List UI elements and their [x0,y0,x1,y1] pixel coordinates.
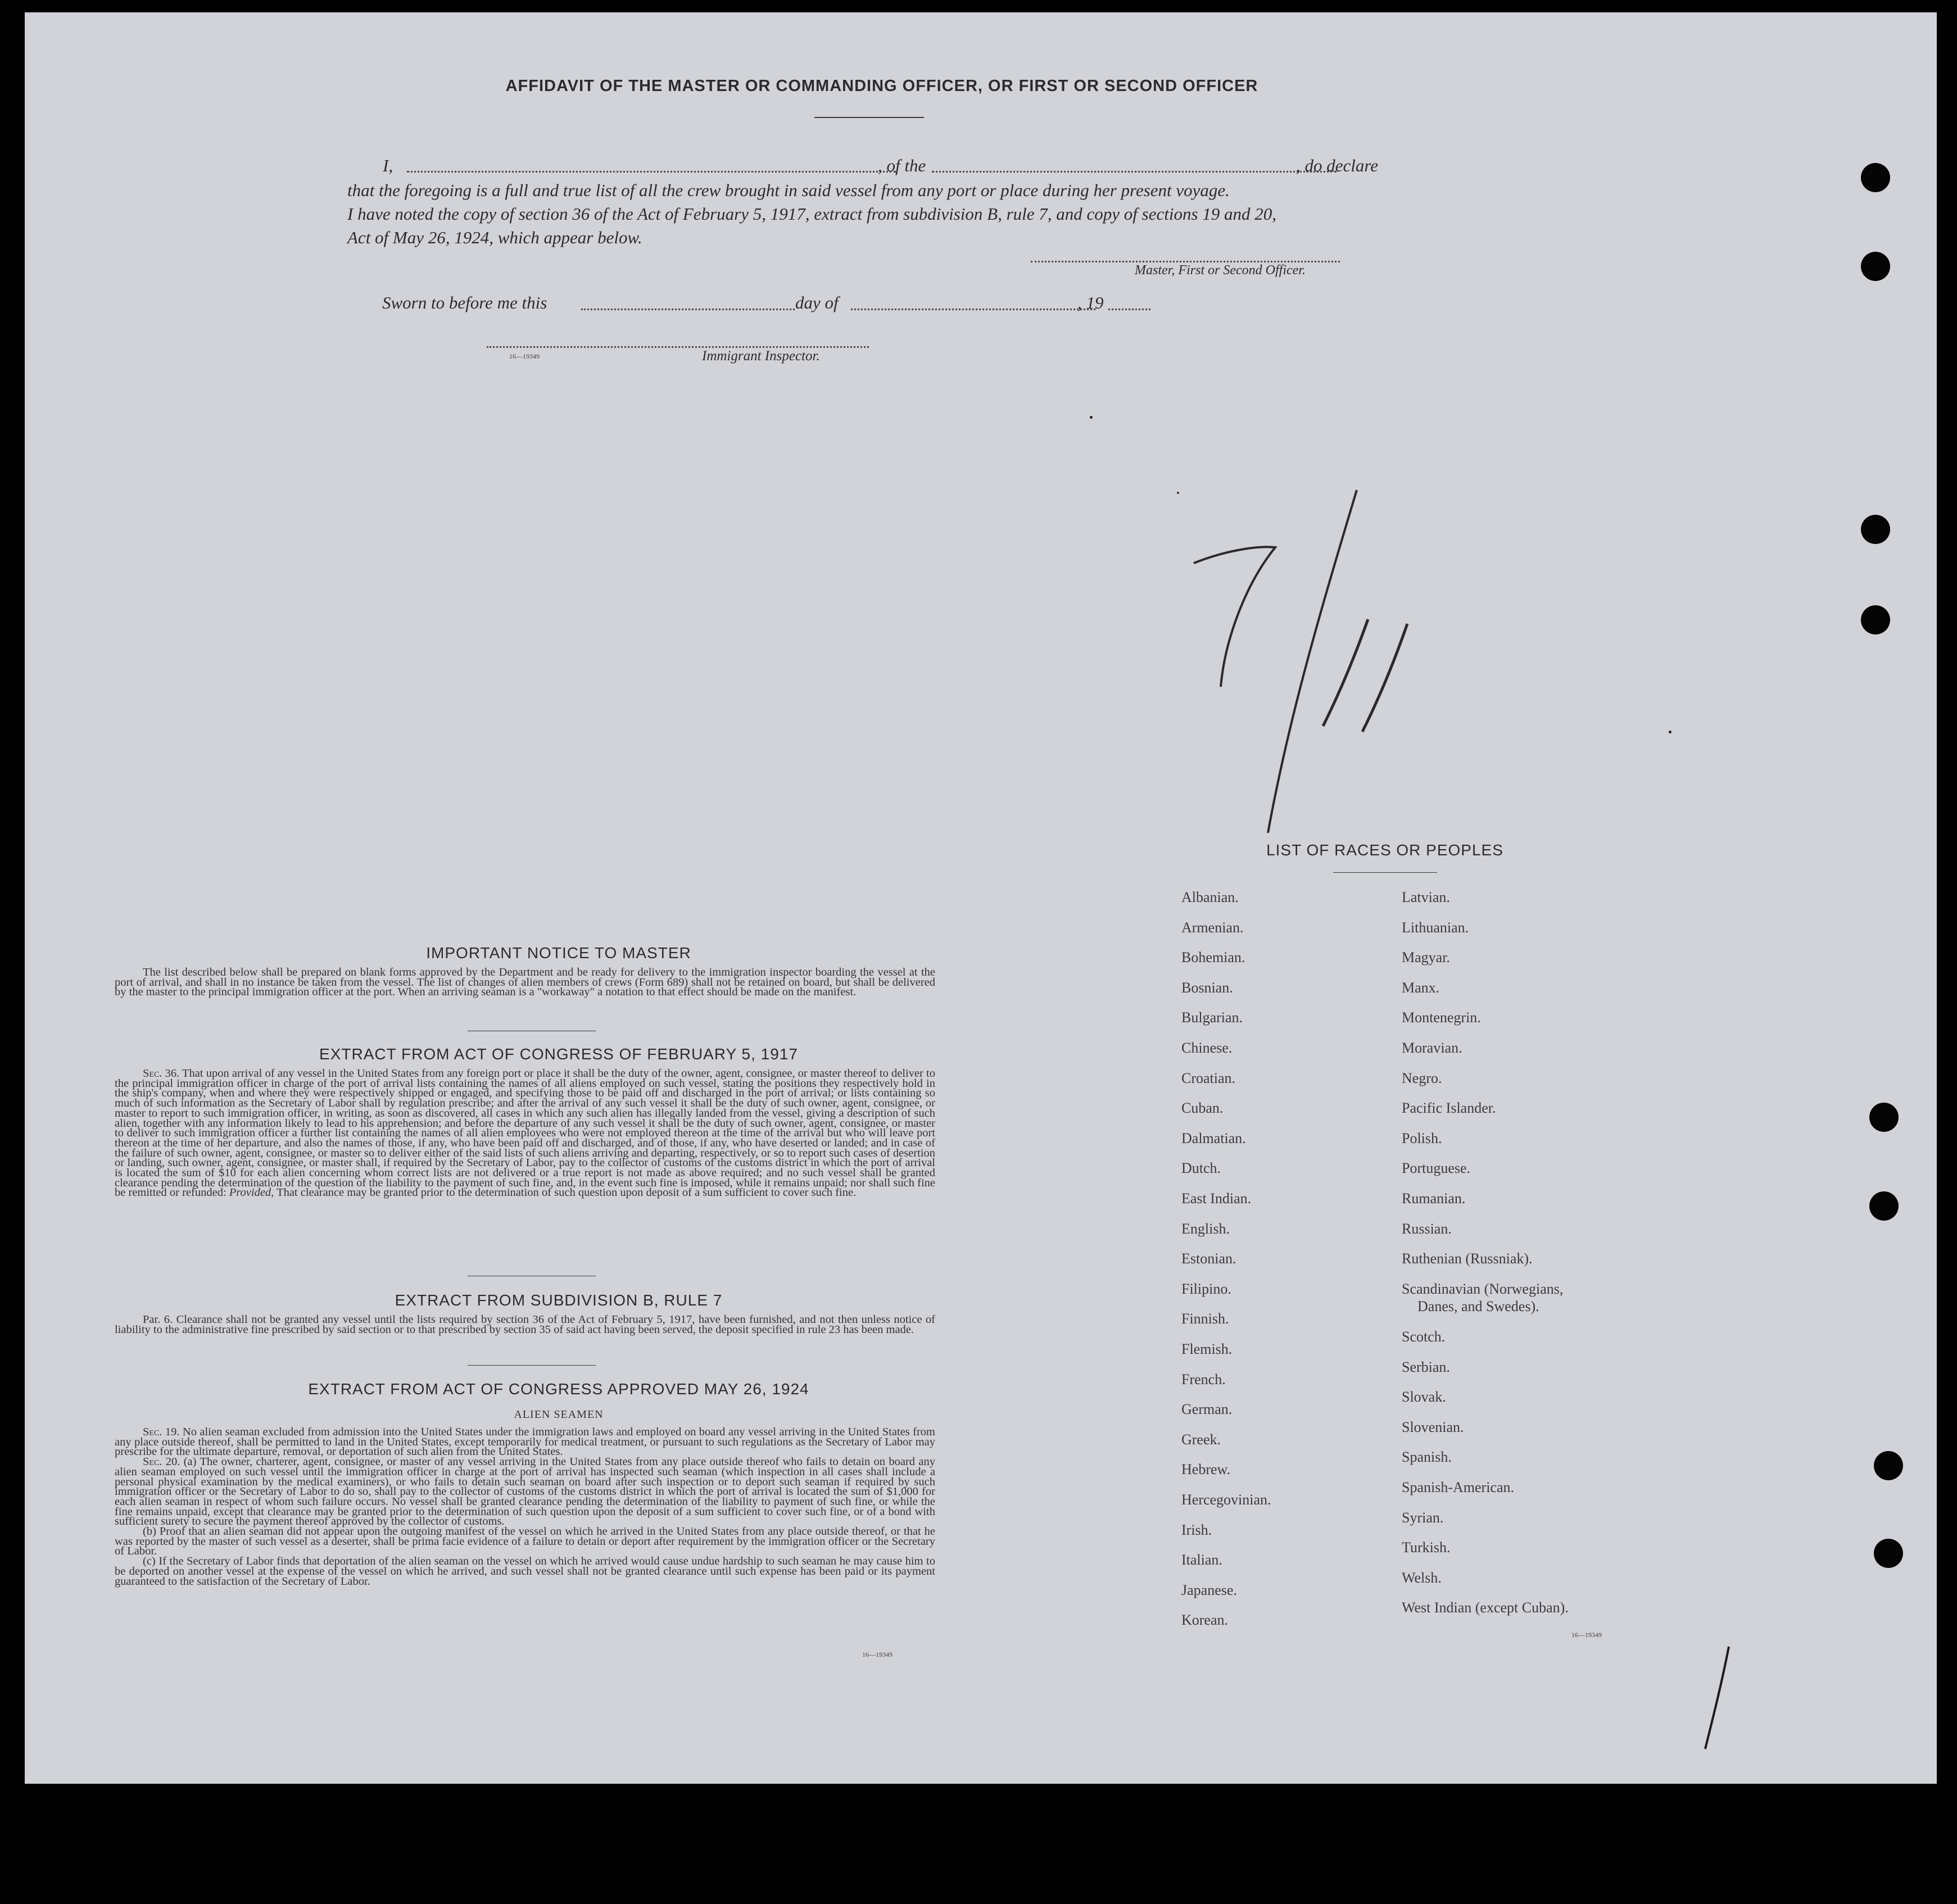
race-left-item: Croatian. [1181,1069,1236,1086]
declaration-do-declare: , do declare [1296,156,1379,175]
binder-hole [1861,252,1890,281]
race-left-item: Filipino. [1181,1280,1231,1297]
inspector-signature-blank[interactable] [487,346,869,348]
race-left-item: English. [1181,1220,1230,1237]
declaration-line-3: I have noted the copy of section 36 of the Act of February 5, 1917, extract from subdivision B, rule 7, and copy of sections 19 and 20, [347,204,1277,224]
race-left-item: Dutch. [1181,1160,1221,1177]
race-left-item: Italian. [1181,1552,1222,1568]
affidavit-title: AFFIDAVIT OF THE MASTER OR COMMANDING OFFICER, OR FIRST OR SECOND OFFICER [505,77,1258,95]
handwritten-tick-mark [1700,1642,1739,1755]
month-blank[interactable] [851,309,1095,310]
notice-text [115,968,935,998]
race-right-item: Danes, and Swedes). [1417,1298,1539,1315]
race-right-item: Latvian. [1402,889,1450,905]
race-right-item: Polish. [1402,1130,1442,1146]
sec36-paragraph [115,1069,935,1198]
race-right-item: Turkish. [1402,1539,1451,1556]
race-right-item: Manx. [1402,979,1440,996]
binder-hole [1861,515,1890,544]
race-left-item: Korean. [1181,1612,1229,1629]
sec20c-paragraph: (c) If the Secretary of Labor finds that deportation of the alien seaman on the vessel on which he arrived would cause undue hardship to such seaman he may cause him to be deported on another vessel at the expense of the vessel on which he arrived, and such vessel shall not be granted clearance until such expense has been paid or its payment guaranteed to the satisfaction of the Secretary of Labor. [115,1555,935,1588]
race-left-item: Armenian. [1181,919,1244,936]
race-right-item: Rumanian. [1402,1190,1466,1207]
alien-seamen-subtitle: ALIEN SEAMEN [514,1408,604,1421]
sec19-paragraph [115,1427,935,1457]
handwritten-date-mark [1171,473,1435,878]
race-right-item: Scandinavian (Norwegians, [1402,1280,1564,1297]
binder-hole [1874,1539,1903,1568]
notice-title: IMPORTANT NOTICE TO MASTER [426,944,691,962]
declaration-of-the: , of the [878,156,926,175]
race-left-item: Irish. [1181,1521,1212,1538]
races-rule [1333,872,1437,873]
extract-1917-text [115,1069,935,1198]
subdivision-b-text [115,1315,935,1335]
document-page [25,12,1937,1784]
binder-hole [1861,163,1890,192]
race-right-item: Slovenian. [1402,1418,1464,1435]
sec20-label: Sec. 20. [143,1456,180,1468]
subdivision-b-title: EXTRACT FROM SUBDIVISION B, RULE 7 [395,1291,723,1309]
race-right-item: Serbian. [1402,1358,1450,1375]
race-left-item: Cuban. [1181,1100,1224,1117]
signature-blank[interactable] [1031,261,1340,262]
race-right-item: Portuguese. [1402,1160,1471,1177]
race-left-item: Estonian. [1181,1250,1236,1267]
race-right-item: West Indian (except Cuban). [1402,1599,1569,1616]
race-left-item: German. [1181,1401,1233,1418]
declaration-line-2: that the foregoing is a full and true list of all the crew brought in said vessel from any port or place during her present voyage. [347,180,1230,200]
race-right-item: Spanish. [1402,1449,1452,1466]
race-right-item: Montenegrin. [1402,1009,1481,1026]
day-blank[interactable] [581,309,795,310]
race-left-item: East Indian. [1181,1190,1252,1207]
race-left-item: French. [1181,1371,1226,1388]
race-left-item: Bosnian. [1181,979,1233,996]
year-prefix: , 19 [1077,293,1104,312]
sec19-text: No alien seaman excluded from admission into the United States under the immigration laws and employed on board any vessel arriving in the United States from any place outside thereof, shall be permitted to land in the United States, except temporarily for medical treatment, or pursuant to such regulations as the Secretary of Labor may prescribe for the ultimate departure, removal, or deportation of such alien from the United States. [115,1426,936,1458]
speck [1177,492,1179,494]
sec20a-paragraph [115,1457,935,1527]
race-right-item: Moravian. [1402,1040,1462,1056]
binder-hole [1869,1191,1899,1221]
race-right-item: Scotch. [1402,1329,1446,1345]
year-blank[interactable] [1108,309,1150,310]
extract-1917-title: EXTRACT FROM ACT OF CONGRESS OF FEBRUARY 5, 1917 [319,1045,798,1063]
binder-hole [1861,605,1890,634]
name-blank[interactable] [407,171,896,173]
inspector-label: Immigrant Inspector. [702,348,820,364]
form-number-left: 16—19349 [862,1651,893,1658]
sec36-text: That upon arrival of any vessel in the United States from any foreign port or place it shall be the duty of the owner, agent, consignee, or master thereof to deliver to the principal immigration officer in charge of the port of arrival lists containing the names of all aliens employed on such vessel, stating the positions they respectively hold in the ship's company, when and where they were respectively shipped or engaged, and specifying those to be paid off and discharged in the port of arrival; or lists containing so much of such information as the Secretary of Labor shall by regulation prescribe; and after the arrival of any such vessel it shall be the duty of such owner, agent, consignee, or master to report to such immigration officer, in writing, as soon as discovered, all cases in which any such alien has illegally landed from the vessel, giving a description of such alien, together with any information likely to lead to his apprehension; and before the departure of any such vessel it shall be the duty of such owner, agent, consignee, or master to deliver to such immigration officer a further list containing the names of all alien employees who were not employed thereon at the time of the arrival but who will leave port thereon at the time of her departure, and also the names of those, if any, who have been paid off and discharged, and of those, if any, who have deserted or landed; and in case of the failure of such owner, agent, consignee, or master so to deliver either of the said lists of such aliens arriving and departing, respectively, or so to report such cases of desertion or landing, such owner, agent, consignee, or master shall, if required by the Secretary of Labor, pay to the collector of customs of the customs district in which the port of arrival is located the sum of $10 for each alien concerning whom correct lists are not delivered or a true report is not made as above required; and no such vessel shall be granted clearance pending the determination of the question of the liability to the payment of such fine, and, in the event such fine is imposed, while it remains unpaid; nor shall such fine be remitted or refunded: [115,1067,935,1199]
race-left-item: Japanese. [1181,1581,1237,1598]
speck [1669,731,1671,733]
race-left-item: Bohemian. [1181,949,1245,966]
subdivision-b-rule [468,1365,596,1366]
race-left-item: Dalmatian. [1181,1130,1246,1146]
race-right-item: Negro. [1402,1069,1442,1086]
race-left-item: Bulgarian. [1181,1009,1243,1026]
races-title: LIST OF RACES OR PEOPLES [1266,841,1503,859]
declaration-line-4: Act of May 26, 1924, which appear below. [347,228,642,247]
binder-hole [1869,1103,1899,1132]
race-left-item: Flemish. [1181,1341,1233,1357]
sec36-text-end: That clearance may be granted prior to the determination of such question upon deposit of a sum sufficient to cover such fine. [277,1186,857,1199]
race-left-item: Greek. [1181,1431,1221,1448]
race-right-item: Lithuanian. [1402,919,1469,936]
race-left-item: Hercegovinian. [1181,1492,1271,1508]
sec20a-text: (a) The owner, charterer, agent, consignee, or master of any vessel arriving in the United States from any place outside thereof who fails to detain on board any alien seaman employed on such vessel until the immigration officer in charge at the port of arrival has inspected such seaman (which inspection in all cases shall include a personal physical examination by the medical examiners), or who fails to detain such seaman on board after such inspection or to deport such seaman if required by such immigration officer or the Secretary of Labor to do so, shall pay to the collector of customs of the customs district in which the port of arrival is located the sum of $1,000 for each alien seaman in respect of whom such failure occurs. No vessel shall be granted clearance pending the determination of the liability to payment of such fine, or while the fine remains unpaid, except that clearance may be granted prior to the determination of such question upon the deposit of a sum sufficient to cover such fine, or of a bond with sufficient surety to secure the payment thereof approved by the collector of customs. [115,1456,935,1528]
form-number-right: 16—19349 [1571,1631,1602,1639]
day-of-text: day of [795,293,839,312]
race-right-item: Ruthenian (Russniak). [1402,1250,1533,1267]
extract-1924-text [115,1427,935,1586]
par6-paragraph: Par. 6. Clearance shall not be granted any vessel until the lists required by section 36 of the Act of February 5, 1917, have been furnished, and not then unless notice of liability to the administrative fine prescribed by said section or to that prescribed by section 35 of said act having been served, the deposit specified in rule 23 has been made. [115,1313,935,1336]
race-left-item: Hebrew. [1181,1461,1231,1478]
race-right-item: Welsh. [1402,1569,1442,1586]
race-right-item: Russian. [1402,1220,1452,1237]
sec36-label: Sec. 36. [143,1067,180,1080]
race-right-item: Syrian. [1402,1509,1444,1526]
extract-1924-title: EXTRACT FROM ACT OF CONGRESS APPROVED MAY 26, 1924 [308,1380,809,1398]
signature-label: Master, First or Second Officer. [1135,263,1306,278]
title-rule [814,117,924,118]
form-number-top: 16—19349 [509,352,540,360]
speck [1090,416,1093,419]
sec36-provided: Provided, [229,1186,274,1199]
svg-text:7/11: 7/11 [1171,473,1172,474]
race-left-item: Finnish. [1181,1311,1229,1327]
race-right-item: Magyar. [1402,949,1450,966]
declaration-i: I, [383,156,393,175]
race-left-item: Chinese. [1181,1040,1233,1056]
race-right-item: Pacific Islander. [1402,1100,1496,1117]
notice-paragraph: The list described below shall be prepared on blank forms approved by the Department and be ready for delivery to the immigration inspector boarding the vessel at the port of arrival, and shall in no instance be taken from the vessel. The list of changes of alien members of crews (Form 689) shall not be retained on board, but shall be delivered by the master to the principal immigration officer at the port. When an arriving seaman is a "workaway" a notation to that effect should be made on the manifest. [115,966,935,999]
vessel-blank[interactable] [932,171,1337,173]
race-right-item: Slovak. [1402,1389,1446,1406]
race-left-item: Albanian. [1181,889,1239,905]
race-right-item: Spanish-American. [1402,1479,1515,1495]
sworn-text: Sworn to before me this [382,293,547,312]
sec20b-paragraph: (b) Proof that an alien seaman did not appear upon the outgoing manifest of the vessel on which he arrived in the United States from any place outside thereof, or that he was reported by the master of such vessel as a deserter, shall be prima facie evidence of a failure to detain or deport after requirement by the immigration officer or the Secretary of Labor. [115,1525,935,1558]
binder-hole [1874,1451,1903,1480]
sec19-label: Sec. 19. [143,1426,180,1438]
